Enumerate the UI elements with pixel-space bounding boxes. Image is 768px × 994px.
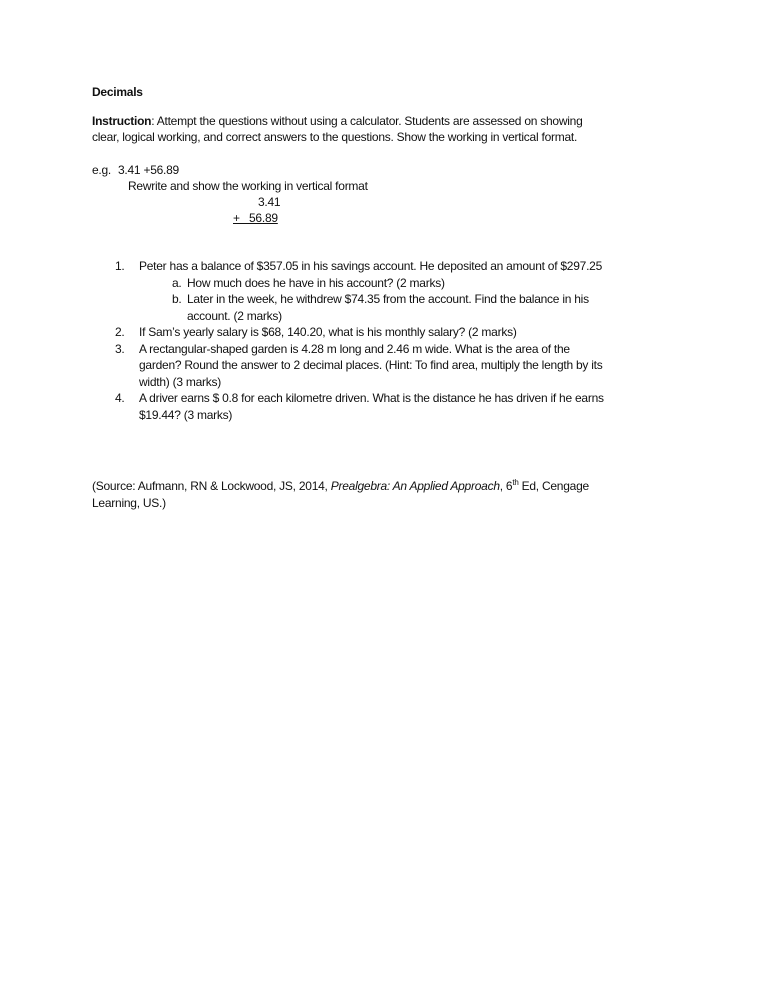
source-publisher: Ed, Cengage [518,479,589,493]
question-1b-text: Later in the week, he withdrew $74.35 from the account. Find the balance in his [187,292,589,306]
question-4-text: A driver earns $ 0.8 for each kilometre driven. What is the distance he has driven if he earns [139,391,604,405]
question-3-text-cont: garden? Round the answer to 2 decimal places. (Hint: To find area, multiply the length by its [139,358,603,372]
question-1a-text: How much does he have in his account? (2 marks) [187,276,445,290]
example-prefix: e.g. [92,163,112,177]
question-2-number: 2. [115,325,125,339]
question-1-text: Peter has a balance of $357.05 in his savings account. He deposited an amount of $297.25 [139,259,603,273]
page-title: Decimals [92,85,143,99]
example-note: Rewrite and show the working in vertical format [128,179,368,193]
source-authors: (Source: Aufmann, RN & Lockwood, JS, 2014, [92,479,331,493]
question-1b-text-cont: account. (2 marks) [187,309,282,323]
source-edition: , 6 [499,479,513,493]
example-top-operand: 3.41 [258,195,281,209]
source-book-title: Prealgebra: An Applied Approach [330,479,500,493]
instruction-line-1 [92,113,583,129]
question-3-text-cont2: width) (3 marks) [139,375,222,389]
instruction-label: Instruction [92,114,152,128]
question-1b-label: b. [172,292,182,306]
question-4-text-cont: $19.44? (3 marks) [139,408,233,422]
instruction-line-2: clear, logical working, and correct answers to the questions. Show the working in vertical format. [92,130,578,144]
question-1a-label: a. [172,276,182,290]
instruction-text: : Attempt the questions without using a calculator. Students are assessed on showing [151,114,583,128]
question-3-number: 3. [115,342,125,356]
source-citation-cont: Learning, US.) [92,496,166,510]
source-citation [92,478,589,494]
question-2-text: If Sam’s yearly salary is $68, 140.20, what is his monthly salary? (2 marks) [139,325,517,339]
question-1-number: 1. [115,259,125,273]
question-4-number: 4. [115,391,125,405]
question-3-text: A rectangular-shaped garden is 4.28 m long and 2.46 m wide. What is the area of the [139,342,570,356]
example-bottom-operand: + 56.89 [233,211,278,225]
source-edition-suffix: th [512,478,519,487]
example-expression: 3.41 +56.89 [118,163,179,177]
